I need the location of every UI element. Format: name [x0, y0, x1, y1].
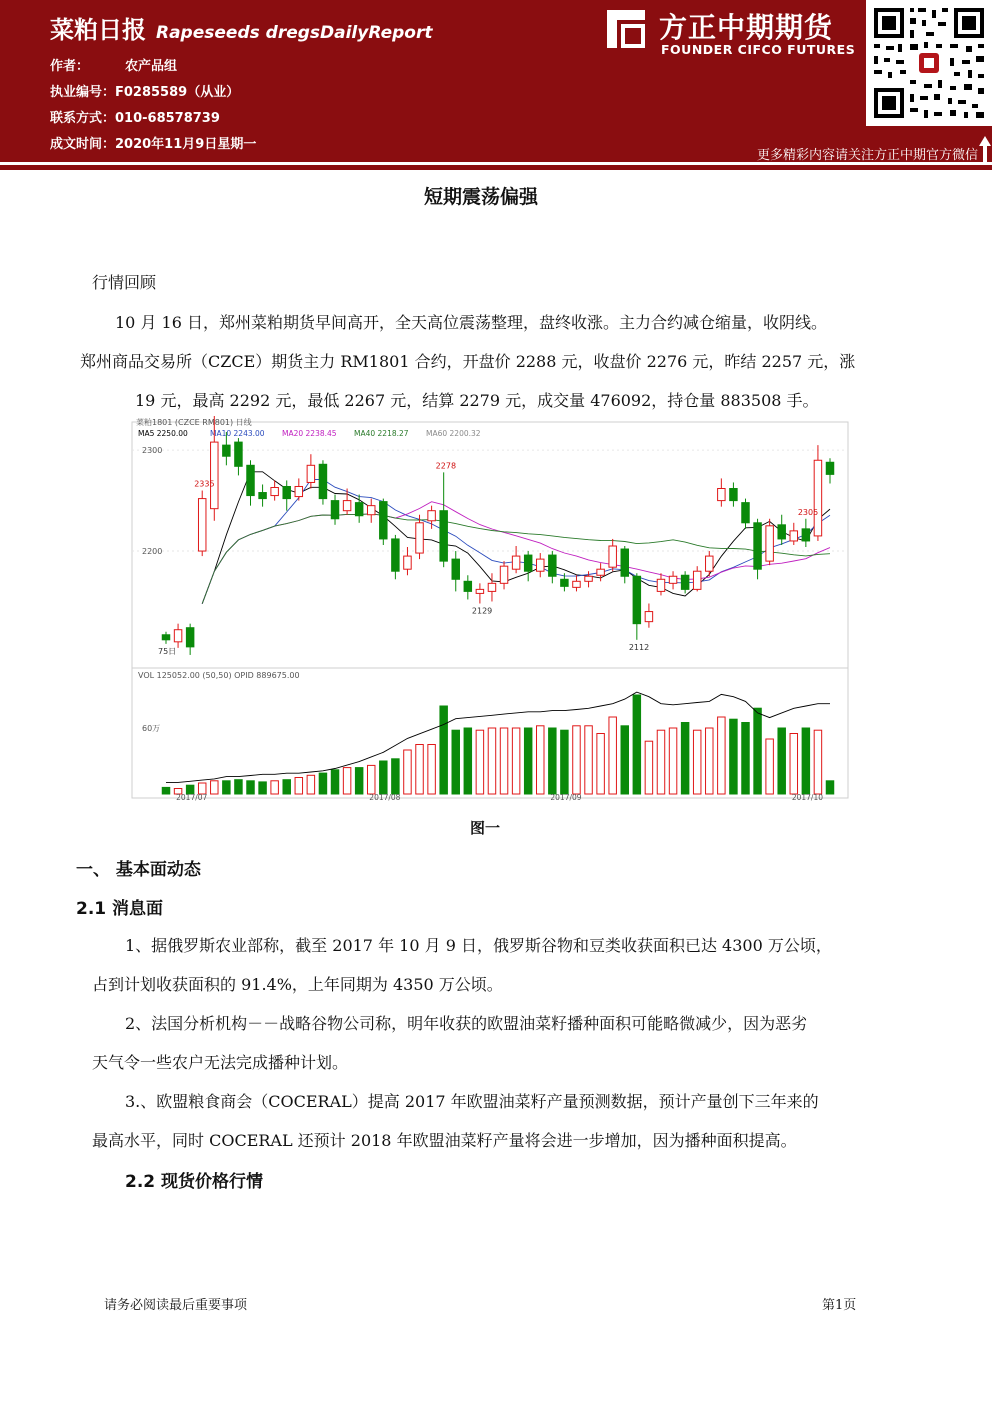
date-line: 成文时间：2020年11月9日星期一: [50, 137, 257, 152]
candle-body: [742, 503, 749, 523]
volume-bar: [657, 730, 664, 794]
volume-bar: [162, 787, 169, 794]
volume-bar: [331, 770, 338, 794]
volume-bar: [488, 728, 495, 794]
volume-bar: [814, 730, 821, 794]
y-tick-label: 2200: [142, 547, 163, 557]
logo-text-cn: 方正中期期货: [659, 11, 834, 44]
volume-bar: [295, 778, 302, 795]
review-paragraph-line-1: 10 月 16 日，郑州菜粕期货早间高开，全天高位震荡整理，盘终收涨。主力合约减仓缩量，收阴线。: [115, 313, 827, 332]
candle-body: [343, 501, 350, 511]
candle-body: [488, 583, 495, 591]
volume-bar: [428, 745, 435, 795]
candle-body: [657, 579, 664, 591]
candle-body: [706, 556, 713, 571]
price-annotation: 2112: [628, 642, 650, 652]
volume-bar: [259, 782, 266, 794]
header-divider: [0, 165, 992, 170]
volume-bar: [826, 781, 833, 794]
volume-bar: [464, 728, 471, 794]
author-label: 作者：: [50, 59, 90, 74]
section-heading-fundamentals: 一、 基本面动态: [76, 860, 201, 880]
candle-body: [295, 486, 302, 496]
volume-bar: [211, 781, 218, 794]
author-value: 农产品组: [125, 59, 178, 74]
candle-body: [802, 529, 809, 541]
volume-tick-label: 60万: [142, 724, 161, 733]
volume-bar: [452, 730, 459, 794]
volume-bar: [271, 781, 278, 794]
report-title-cn: 菜粕日报: [50, 16, 146, 44]
candle-body: [754, 523, 761, 569]
report-title-en: Rapeseeds dregsDailyReport: [156, 23, 433, 43]
report-header: [0, 0, 992, 162]
candle-body: [524, 555, 531, 571]
price-annotation: 2278: [435, 461, 457, 471]
volume-bar: [693, 730, 700, 794]
candle-body: [537, 559, 544, 571]
candle-body: [331, 501, 338, 519]
review-paragraph-line-3: 19 元，最高 2292 元，最低 2267 元，结算 2279 元，成交量 476092，持仓量 883508 手。: [135, 391, 819, 410]
volume-bar: [645, 741, 652, 794]
candle-body: [211, 442, 218, 509]
candle-body: [633, 576, 640, 623]
candle-body: [718, 489, 725, 501]
volume-bar: [573, 726, 580, 794]
volume-bar: [355, 768, 362, 794]
price-annotation: 75日: [158, 646, 177, 656]
candle-body: [645, 612, 652, 622]
follow-wechat-text: 更多精彩内容请关注方正中期官方微信: [756, 148, 978, 163]
ma-legend-entry: MA20 2238.45: [282, 429, 337, 438]
volume-bar: [790, 734, 797, 795]
qr-code-icon[interactable]: [866, 0, 992, 126]
candle-body: [814, 460, 821, 536]
candle-body: [826, 462, 833, 474]
volume-bar: [621, 726, 628, 794]
logo-text-en: FOUNDER CIFCO FUTURES: [661, 42, 856, 57]
candle-body: [404, 556, 411, 569]
volume-bar: [669, 728, 676, 794]
candle-body: [766, 526, 773, 561]
chart-title: 菜粕1801 (CZCE RM801) 日线: [136, 418, 252, 427]
candle-body: [621, 549, 628, 576]
price-annotation: 2305: [797, 507, 819, 517]
volume-bar: [730, 719, 737, 794]
volume-legend: VOL 125052.00 (50,50) OPID 889675.00: [138, 671, 300, 680]
candle-body: [271, 487, 278, 495]
candlestick-chart: [130, 416, 850, 802]
candle-body: [440, 511, 447, 561]
volume-bar: [718, 717, 725, 794]
candle-body: [174, 630, 181, 642]
candle-body: [549, 555, 556, 576]
volume-bar: [742, 723, 749, 795]
x-tick-label: 2017/08: [369, 793, 401, 802]
ma-legend-entry: MA5 2250.00: [138, 429, 188, 438]
volume-bar: [476, 730, 483, 794]
candle-body: [416, 523, 423, 553]
volume-bar: [392, 759, 399, 794]
news-item-2-line-2: 天气令一些农户无法完成播种计划。: [92, 1053, 349, 1072]
arrow-up-icon: [978, 134, 992, 162]
candle-body: [561, 579, 568, 586]
candle-body: [464, 581, 471, 591]
candle-body: [512, 556, 519, 569]
price-annotation: 2335: [194, 479, 215, 489]
news-item-3-line-1: 3.、欧盟粮食商会（COCERAL）提高 2017 年欧盟油菜籽产量预测数据，预计产量创下三年来的: [125, 1092, 819, 1111]
volume-bar: [681, 723, 688, 795]
contact-line: 联系方式：010-68578739: [50, 111, 220, 126]
candle-body: [367, 506, 374, 515]
volume-bar: [524, 728, 531, 794]
y-tick-label: 2300: [142, 446, 163, 456]
candle-body: [380, 502, 387, 539]
news-item-2-line-1: 2、法国分析机构－－战略谷物公司称，明年收获的欧盟油菜籽播种面积可能略微减少，因为恶劣: [125, 1014, 808, 1033]
volume-bar: [512, 728, 519, 794]
ma-legend-entry: MA10 2243.00: [210, 429, 265, 438]
volume-bar: [754, 708, 761, 794]
x-tick-label: 2017/07: [176, 793, 208, 802]
document-title: 短期震荡偏强: [423, 186, 538, 208]
candle-body: [500, 566, 507, 583]
subsection-heading-news: 2.1 消息面: [76, 899, 164, 919]
candle-body: [730, 489, 737, 501]
volume-bar: [247, 781, 254, 794]
volume-bar: [633, 695, 640, 794]
candle-body: [573, 581, 580, 587]
candle-body: [247, 465, 254, 495]
page-number: 第1页: [822, 1298, 857, 1313]
volume-bar: [319, 773, 326, 794]
volume-bar: [549, 728, 556, 794]
x-tick-label: 2017/09: [550, 793, 582, 802]
candle-body: [392, 539, 399, 571]
volume-bar: [440, 706, 447, 794]
volume-bar: [585, 726, 592, 794]
candle-body: [585, 576, 592, 581]
subsection-heading-spot-price: 2.2 现货价格行情: [125, 1172, 264, 1192]
volume-bar: [537, 726, 544, 794]
candle-body: [428, 511, 435, 521]
candle-body: [597, 569, 604, 575]
news-item-1-line-1: 1、据俄罗斯农业部称，截至 2017 年 10 月 9 日，俄罗斯谷物和豆类收获面积已达 4300 万公顷，: [125, 936, 832, 955]
figure-caption: 图一: [470, 819, 501, 837]
volume-bar: [766, 739, 773, 794]
volume-bar: [561, 730, 568, 794]
candle-body: [790, 531, 797, 541]
volume-bar: [802, 728, 809, 794]
news-item-3-line-2: 最高水平，同时 COCERAL 还预计 2018 年欧盟油菜籽产量将会进一步增加，因为播种面积提高。: [92, 1131, 797, 1150]
company-logo: [603, 6, 863, 64]
news-item-1-line-2: 占到计划收获面积的 91.4%，上年同期为 4350 万公顷。: [92, 975, 503, 994]
volume-bar: [500, 728, 507, 794]
price-chart: [130, 416, 850, 802]
volume-bar: [597, 734, 604, 795]
candle-body: [319, 464, 326, 498]
volume-bar: [343, 768, 350, 794]
candle-body: [198, 499, 205, 551]
volume-bar: [307, 775, 314, 794]
candle-body: [609, 546, 616, 567]
price-annotation: 2129: [471, 606, 493, 616]
volume-bar: [235, 780, 242, 794]
volume-bar: [223, 781, 230, 794]
ma-legend-entry: MA60 2200.32: [426, 429, 481, 438]
volume-bar: [283, 780, 290, 794]
candle-body: [223, 445, 230, 456]
volume-bar: [416, 745, 423, 795]
volume-bar: [778, 728, 785, 794]
candle-body: [307, 465, 314, 482]
candle-body: [693, 571, 700, 589]
logo-mark-icon: [603, 6, 649, 52]
volume-bar: [380, 761, 387, 794]
candle-body: [259, 493, 266, 499]
candle-body: [283, 486, 290, 498]
ma-legend-entry: MA40 2218.27: [354, 429, 409, 438]
candle-body: [452, 559, 459, 579]
candle-body: [778, 525, 785, 539]
candle-body: [476, 589, 483, 593]
section-review-heading: 行情回顾: [92, 273, 157, 292]
footer-disclaimer: 请务必阅读最后重要事项: [104, 1298, 248, 1313]
report-title: [50, 10, 432, 45]
candle-body: [235, 442, 242, 466]
license-line: 执业编号：F0285589（从业）: [50, 85, 240, 100]
author-line: [50, 55, 178, 74]
candle-body: [162, 635, 169, 640]
volume-bar: [609, 717, 616, 794]
x-tick-label: 2017/10: [791, 793, 824, 802]
volume-bar: [404, 750, 411, 794]
review-paragraph-line-2: 郑州商品交易所（CZCE）期货主力 RM1801 合约，开盘价 2288 元，收盘价 2276 元，昨结 2257 元，涨: [80, 352, 856, 371]
candle-body: [669, 576, 676, 583]
candle-body: [681, 575, 688, 589]
candle-body: [355, 503, 362, 516]
volume-bar: [367, 765, 374, 794]
candle-body: [186, 628, 193, 647]
volume-bar: [706, 728, 713, 794]
